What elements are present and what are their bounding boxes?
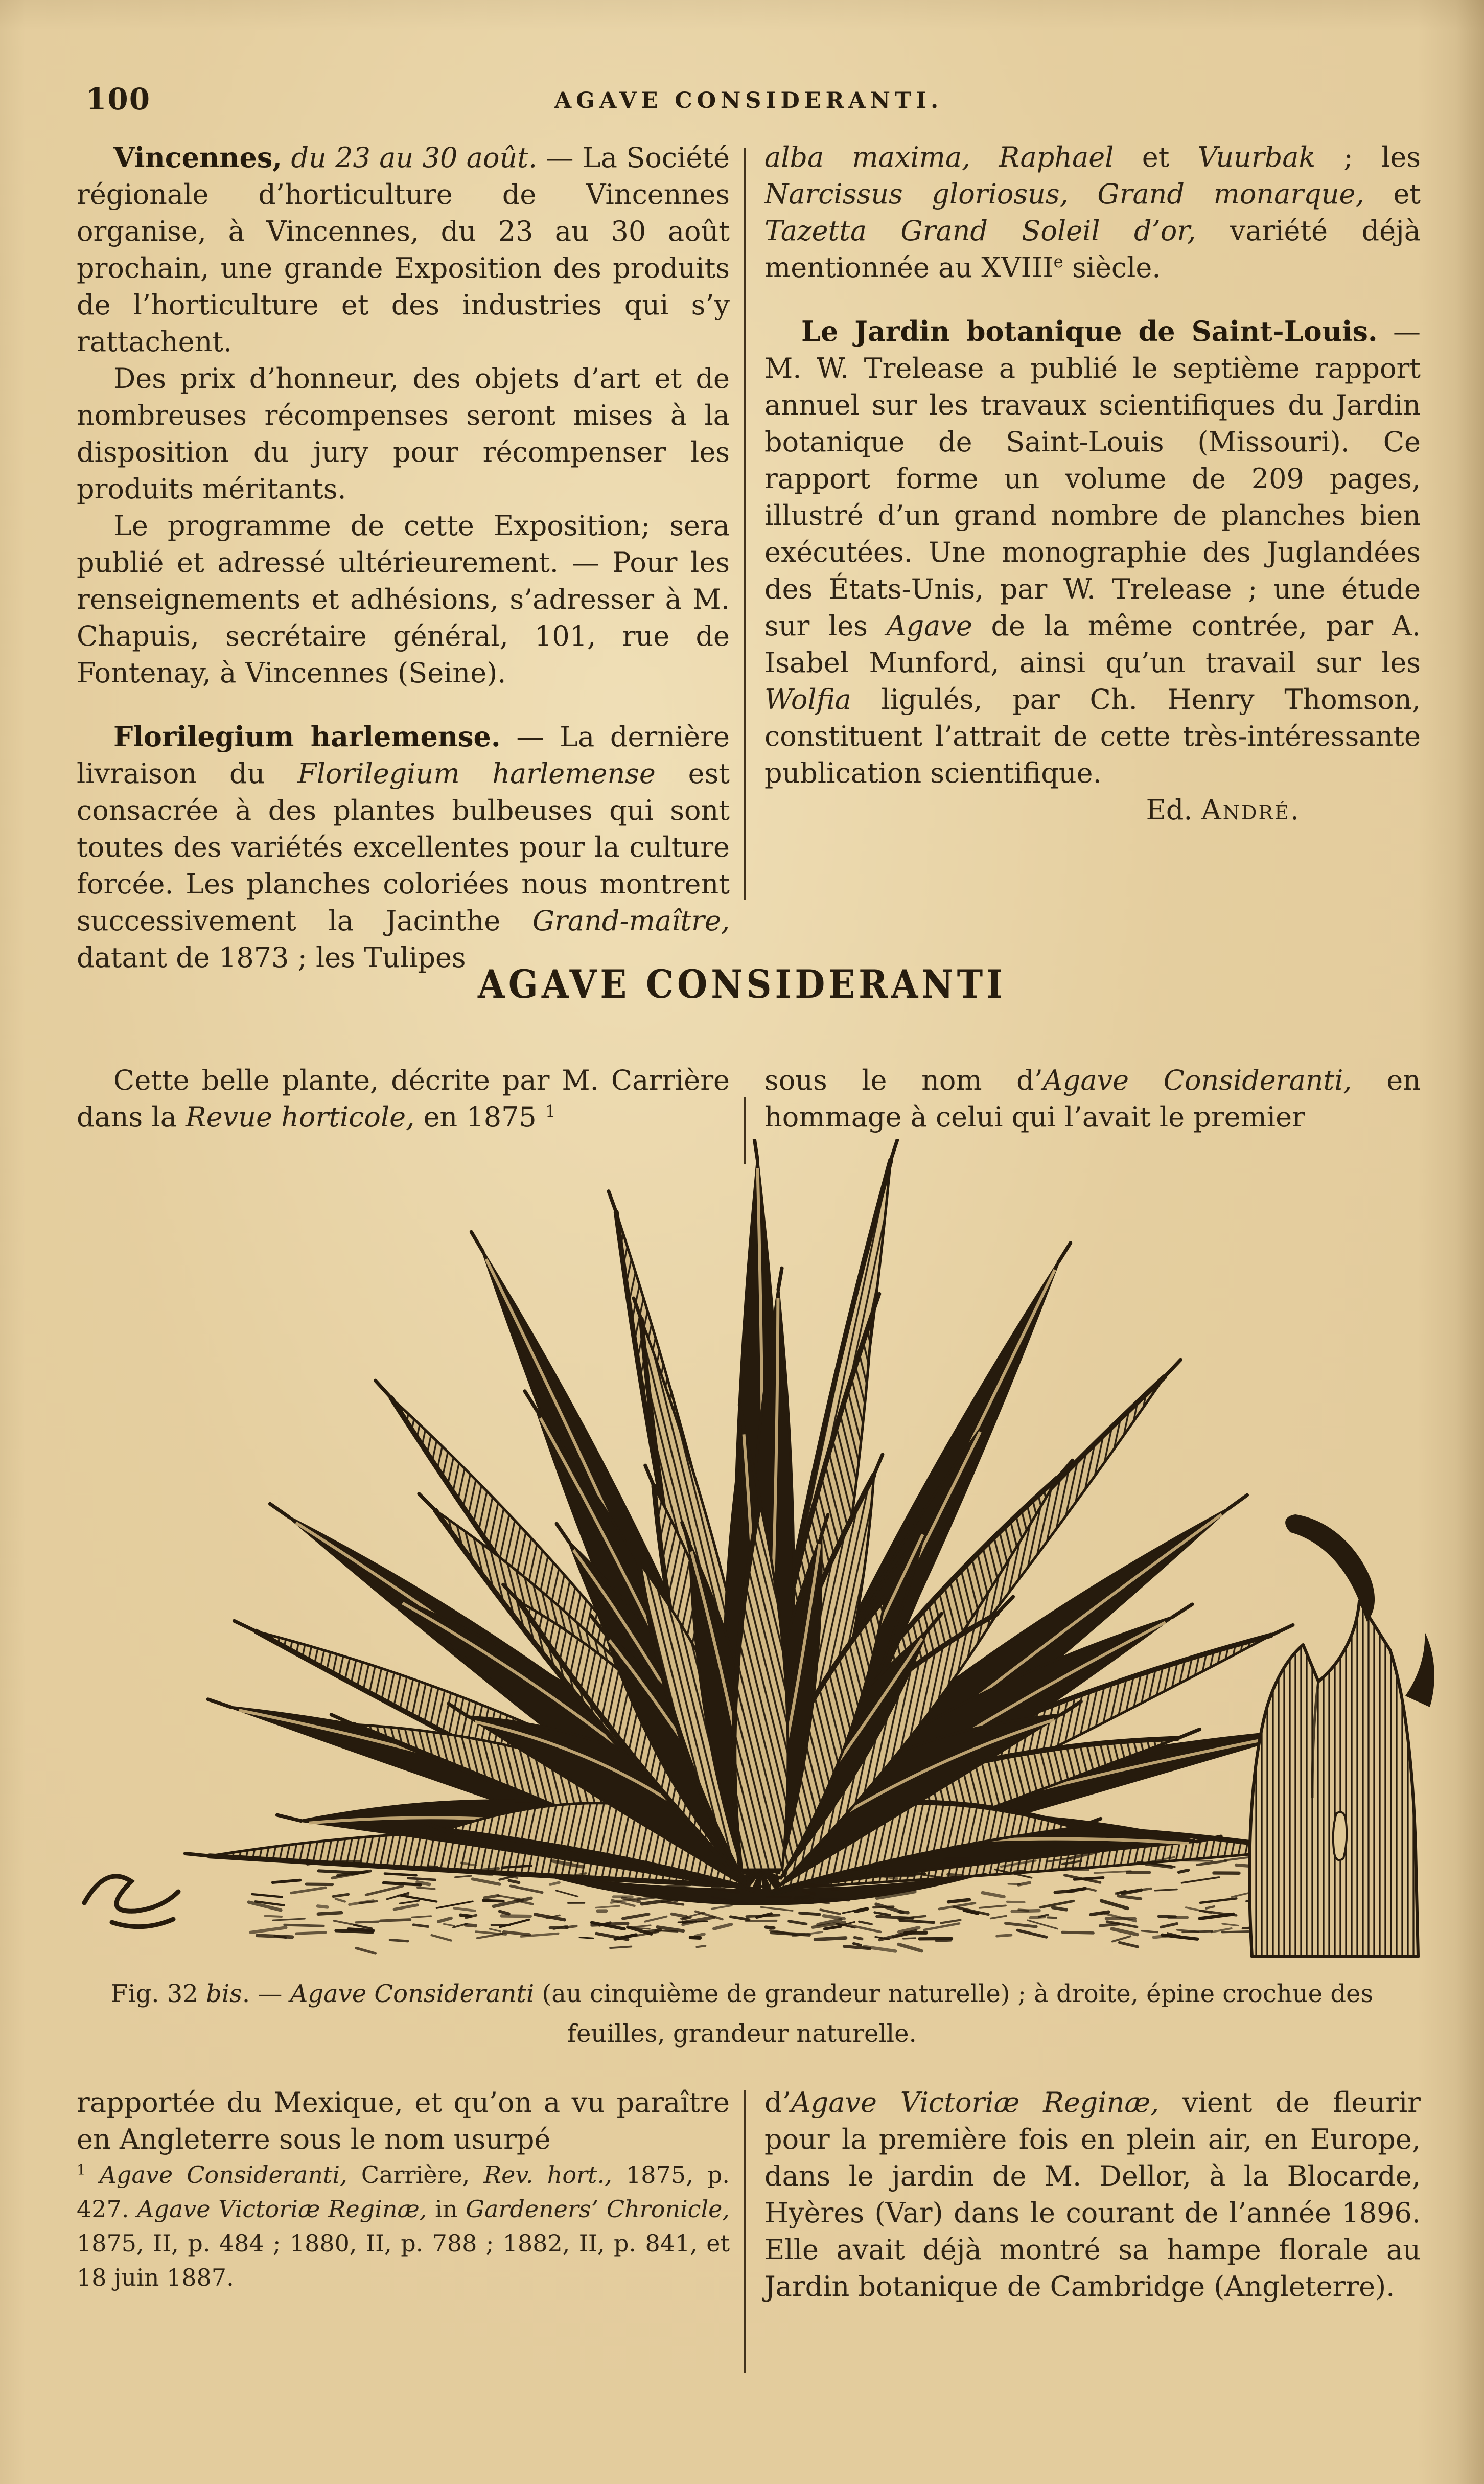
engraving-stroke: [418, 1888, 435, 1889]
engraving-stroke: [466, 1925, 475, 1926]
engraving-stroke: [645, 1930, 661, 1932]
engraving-stroke: [596, 1906, 619, 1907]
engraving-stroke: [1074, 1878, 1103, 1879]
engraving-stroke: [251, 1927, 286, 1932]
engraving-stroke: [980, 1905, 1006, 1907]
agave-engraving: [56, 1139, 1456, 1959]
engraving-stroke: [899, 1944, 921, 1951]
engraving-stroke: [1155, 1889, 1177, 1890]
engraving-stroke: [490, 1929, 501, 1931]
text-segment: datant de 1873 ; les Tulipes: [77, 941, 466, 974]
engraving-stroke: [983, 1893, 1004, 1897]
engraving-stroke: [500, 1920, 529, 1927]
text-segment: bis: [206, 1980, 242, 2008]
engraving-stroke: [356, 1922, 378, 1923]
engraving-stroke: [408, 1878, 435, 1880]
paragraph-prix: [77, 360, 730, 508]
engraving-stroke: [1224, 1857, 1250, 1860]
engraving-stroke: [615, 1935, 636, 1939]
engraving-stroke: [419, 1494, 435, 1511]
engraving-stroke: [1142, 1931, 1157, 1933]
engraving-stroke: [504, 1932, 529, 1935]
text-segment: Agave Victoriæ Reginæ,: [791, 2086, 1160, 2119]
engraving-stroke: [285, 1925, 324, 1926]
engraving-stroke: [1181, 1877, 1219, 1883]
engraving-stroke: [265, 1916, 282, 1917]
paragraph-rapportee: [77, 2084, 730, 2158]
engraving-stroke: [356, 1948, 375, 1953]
engraving-stroke: [900, 1920, 934, 1922]
column-bottom-left: [77, 2084, 730, 2295]
engraving-stroke: [336, 1899, 345, 1901]
text-segment: Florilegium harlemense.: [113, 720, 501, 753]
text-segment: — La dernière livraison du: [77, 721, 730, 790]
engraving-stroke: [366, 1886, 403, 1895]
engraving-stroke: [412, 1916, 431, 1917]
engraving-stroke: [1112, 1936, 1131, 1941]
engraving-stroke: [778, 1268, 782, 1290]
engraving-stroke: [318, 1906, 328, 1907]
text-segment: in: [427, 2195, 466, 2223]
engraving-stroke: [924, 1923, 959, 1930]
text-segment: en hommage à celui qui l’avait le premier: [764, 1064, 1421, 1133]
text-segment: sous le nom d’: [764, 1064, 1043, 1096]
engraving-stroke: [511, 1886, 542, 1893]
text-segment: Florilegium harlemense: [297, 757, 656, 790]
text-segment: Des prix d’honneur, des objets d’art et de nombreuses récompenses seront mises à la disposition du jury pour récompenser les produits méritants.: [77, 362, 730, 505]
engraving-stroke: [941, 1920, 961, 1923]
column-divider-bottom: [744, 2090, 746, 2373]
engraving-stroke: [1154, 1936, 1172, 1938]
column-top-left: [77, 139, 730, 976]
engraving-stroke: [1182, 1931, 1212, 1932]
text-segment: Wolfia: [764, 683, 851, 716]
engraving-stroke: [1200, 1898, 1236, 1903]
paragraph-intro-right: [764, 1062, 1421, 1136]
paragraph-intro-left: [77, 1062, 730, 1136]
text-segment: Le programme de cette Exposition; sera publié et adressé ultérieurement. — Pour les renseignements et adhésions, s’adresser à M. Chapuis, secrétaire général, 101, rue de Fontenay, à Vincennes (Seine).: [77, 510, 730, 689]
engraving-stroke: [1161, 1924, 1177, 1927]
engraving-stroke: [1100, 1924, 1119, 1925]
paragraph-jardin-saint-louis: [764, 313, 1421, 792]
engraving-stroke: [1014, 1871, 1025, 1872]
text-segment: est consacrée à des plantes bulbeuses qui sont toutes des variétés excellentes pour la culture forcée. Les planches coloriées nous montrent successivement la Jacinthe: [77, 757, 730, 937]
engraving-stroke: [500, 1911, 509, 1914]
text-segment: variété déjà mentionnée au XVIII: [764, 215, 1421, 284]
engraving-stroke: [455, 1876, 471, 1877]
text-segment: Fig. 32: [110, 1980, 206, 2008]
engraving-stroke: [1119, 1896, 1141, 1899]
figure-caption: [103, 1974, 1381, 2054]
engraving-stroke: [875, 1913, 890, 1915]
text-segment: Revue horticole,: [186, 1101, 415, 1133]
text-segment: Agave Victoriæ Reginæ,: [137, 2195, 427, 2223]
engraving-stroke: [821, 1910, 840, 1914]
column-bottom-right: [764, 2084, 1421, 2305]
engraving-stroke: [333, 1894, 349, 1896]
engraving-stroke: [1039, 1915, 1048, 1917]
engraving-stroke: [556, 1524, 570, 1543]
engraving-stroke: [484, 1896, 498, 1898]
engraving-stroke: [645, 1917, 666, 1922]
text-segment: Agave Consideranti: [290, 1980, 535, 2008]
engraving-stroke: [1172, 1604, 1192, 1617]
text-segment: d’: [764, 2086, 791, 2119]
text-segment: . —: [242, 1980, 290, 2008]
engraving-stroke: [376, 1381, 391, 1398]
text-segment: — La Société régionale d’horticulture de Vincennes organise, à Vincennes, du 23 au 30 août prochain, une grande Exposition des produits de l’horticulture et des industries qui s’y rattachent.: [77, 142, 730, 358]
text-segment: Agave: [886, 610, 972, 642]
engraving-stroke: [795, 1897, 809, 1898]
engraving-stroke: [824, 1916, 844, 1919]
engraving-stroke: [473, 1879, 500, 1884]
engraving-stroke: [428, 1866, 437, 1867]
engraving-stroke: [1058, 1243, 1071, 1262]
text-segment: Agave Consideranti,: [1042, 1064, 1352, 1096]
text-segment: Rev. hort.,: [483, 2161, 612, 2189]
engraving-stroke: [444, 1924, 455, 1926]
engraving-stroke: [1120, 1943, 1138, 1947]
engraving-stroke: [234, 1621, 256, 1631]
engraving-stroke: [509, 1880, 519, 1882]
text-segment: Grand-maître,: [532, 905, 730, 937]
text-segment: alba maxima, Raphael: [764, 141, 1114, 173]
engraving-stroke: [800, 1913, 820, 1915]
engraving-stroke: [874, 1455, 883, 1476]
engraving-stroke: [556, 1891, 577, 1897]
column-divider-top: [744, 148, 746, 900]
engraving-stroke: [277, 1815, 300, 1821]
engraving-stroke: [815, 1938, 846, 1940]
text-segment: vient de fleurir pour la première fois en plein air, en Europe, dans le jardin de M. Dellor, à la Blocarde, Hyères (Var) dans le courant de l’année 1896. Elle avait déjà montré sa hampe florale au Jardin botanique de Cambridge (Angleterre).: [764, 2086, 1421, 2303]
engraving-stroke: [333, 1861, 361, 1862]
text-segment: 1875, II, p. 484 ; 1880, II, p. 788 ; 1882, II, p. 841, et 18 juin 1887.: [77, 2229, 730, 2291]
paragraph-tulipes-suite: [764, 139, 1421, 286]
text-segment: et: [1364, 178, 1421, 210]
engraving-stroke: [903, 1938, 915, 1939]
text-segment: du 23 au 30 août.: [282, 142, 538, 174]
engraving-stroke: [1249, 1601, 1418, 1957]
engraving-stroke: [821, 1899, 849, 1900]
text-segment: Agave Consideranti,: [85, 2161, 347, 2189]
engraving-stroke: [937, 1940, 951, 1941]
engraving-stroke: [631, 1925, 651, 1927]
engraving-stroke: [991, 1916, 1006, 1918]
text-segment: (au cinquième de grandeur naturelle) ; à droite, épine crochue des feuilles, grandeur naturelle.: [534, 1980, 1374, 2048]
engraving-stroke: [1179, 1870, 1188, 1872]
engraving-stroke: [1006, 1923, 1036, 1927]
engraving-stroke: [1165, 1360, 1181, 1376]
engraving-stroke: [854, 1938, 862, 1939]
engraving-stroke: [550, 1882, 560, 1884]
engraving-stroke: [1333, 1812, 1347, 1860]
engraving-stroke: [697, 1946, 705, 1947]
footnote: [77, 2158, 730, 2295]
text-segment: ; les: [1315, 141, 1421, 173]
engraving-stroke: [609, 1191, 616, 1212]
text-segment: e: [1053, 252, 1063, 271]
engraving-stroke: [390, 1940, 408, 1941]
engraving-stroke: [270, 1504, 289, 1517]
engraving-stroke: [747, 1915, 779, 1917]
engraving-stroke: [712, 1905, 732, 1909]
text-segment: Tazetta Grand Soleil d’or,: [764, 215, 1196, 247]
text-segment: Narcissus gloriosus, Grand monarque,: [764, 178, 1364, 210]
engraving-stroke: [432, 1935, 451, 1941]
text-segment: ligulés, par Ch. Henry Thomson, constituent l’attrait de cette très-intéressante publication scientifique.: [764, 683, 1421, 789]
text-segment: Vuurbak: [1197, 141, 1316, 173]
engraving-stroke: [394, 1905, 418, 1910]
engraving-stroke: [1285, 1514, 1375, 1622]
running-title: AGAVE CONSIDERANTI.: [554, 88, 943, 113]
engraving-stroke: [1228, 1495, 1247, 1509]
engraving-stroke: [855, 1909, 867, 1912]
engraving-stroke: [761, 1907, 792, 1911]
engraving-stroke: [645, 1465, 654, 1486]
text-segment: — M. W. Trelease a publié le septième rapport annuel sur les travaux scientifiques du Jardin botanique de Saint-Louis (Missouri). Ce rapport forme un volume de 209 pages, illustré d’un grand nombre de planches bien exécutées. Une monographie des Juglandées des États-Unis, par W. Trelease ; une étude sur les: [764, 315, 1421, 642]
engraving-stroke: [252, 1894, 282, 1897]
engraving-stroke: [789, 1921, 806, 1924]
engraving-stroke: [664, 1884, 691, 1887]
engraving-stroke: [1158, 1916, 1175, 1917]
engraving-stroke: [273, 1919, 305, 1920]
engraving-stroke: [1206, 1906, 1214, 1908]
engraving-stroke: [1222, 1924, 1238, 1926]
engraving-stroke: [623, 1914, 649, 1919]
engraving-stroke: [208, 1699, 231, 1707]
engraving-stroke: [1040, 1901, 1073, 1907]
engraving-stroke: [454, 1908, 475, 1911]
engraving-stroke: [1112, 1929, 1137, 1935]
engraving-stroke: [349, 1929, 373, 1930]
engraving-stroke: [997, 1935, 1011, 1936]
text-segment: Gardeners’ Chronicle,: [466, 2195, 730, 2223]
engraving-stroke: [476, 1931, 506, 1934]
engraving-stroke: [381, 1920, 410, 1921]
text-segment: de la même contrée, par A. Isabel Munford, ainsi qu’un travail sur les: [764, 610, 1421, 679]
engraving-stroke: [1175, 1860, 1212, 1861]
text-segment: 1: [77, 2161, 86, 2178]
engraving-stroke: [891, 1139, 897, 1160]
engraving-stroke: [296, 1933, 326, 1934]
author-signature: [764, 792, 1421, 829]
text-segment: 1875, p. 427.: [77, 2161, 730, 2223]
text-segment: Cette belle plante, décrite par M. Carrière dans la: [77, 1064, 730, 1133]
engraving-stroke: [948, 1900, 969, 1902]
figure-agave: [56, 1139, 1456, 1959]
text-segment: Vincennes,: [113, 141, 283, 174]
engraving-stroke: [471, 1232, 483, 1252]
engraving-stroke: [384, 1883, 421, 1885]
paragraph-florilegium: [77, 718, 730, 976]
engraving-stroke: [273, 1880, 300, 1883]
engraving-stroke: [1048, 1917, 1056, 1918]
engraving-stroke: [849, 1925, 880, 1932]
engraving-stroke: [291, 1888, 326, 1893]
engraving-stroke: [672, 1914, 686, 1917]
engraving-stroke: [438, 1918, 451, 1922]
column-top-right: [764, 139, 1421, 829]
engraving-stroke: [1053, 1907, 1066, 1910]
engraving-stroke: [900, 1912, 908, 1913]
engraving-stroke: [566, 1926, 576, 1927]
paragraph-victoriae-reginae: [764, 2084, 1421, 2305]
article-title: AGAVE CONSIDERANTI: [478, 961, 1006, 1007]
engraving-stroke: [1094, 1871, 1131, 1873]
engraving-stroke: [579, 1938, 593, 1939]
text-segment: en 1875: [414, 1101, 545, 1133]
engraving-stroke: [754, 1139, 757, 1160]
engraving-stroke: [610, 1947, 631, 1948]
engraving-stroke: [859, 1922, 872, 1924]
engraving-stroke: [1101, 1901, 1127, 1908]
text-segment: 1: [545, 1101, 556, 1121]
engraving-stroke: [766, 1927, 774, 1928]
paragraph-vincennes: [77, 139, 730, 360]
engraving-stroke: [307, 1884, 333, 1885]
engraving-stroke: [400, 1901, 419, 1903]
engraving-stroke: [714, 1924, 731, 1929]
engraving-stroke: [1405, 1632, 1434, 1707]
engraving-stroke: [385, 1874, 416, 1875]
text-segment: Carrière,: [347, 2161, 484, 2189]
engraving-stroke: [1068, 1889, 1085, 1891]
engraving-stroke: [318, 1913, 341, 1914]
text-segment: Le Jardin botanique de Saint-Louis.: [801, 315, 1378, 348]
engraving-stroke: [948, 1874, 963, 1875]
engraving-stroke: [1222, 1931, 1248, 1932]
text-segment: André.: [1201, 794, 1301, 826]
text-segment: siècle.: [1063, 251, 1161, 284]
text-segment: et: [1114, 141, 1198, 173]
text-segment: Ed.: [1146, 794, 1201, 826]
paragraph-programme: [77, 508, 730, 692]
engraving-stroke: [185, 1853, 210, 1856]
engraving-stroke: [726, 1902, 736, 1903]
text-segment: rapportée du Mexique, et qu’on a vu paraître en Angleterre sous le nom usurpé: [77, 2086, 730, 2155]
column-intro-left: [77, 1062, 730, 1136]
engraving-stroke: [853, 1943, 861, 1945]
engraving-stroke: [413, 1925, 428, 1927]
page-number: 100: [86, 82, 151, 117]
column-intro-right: [764, 1062, 1421, 1136]
engraving-stroke: [1271, 1625, 1293, 1635]
engraving-stroke: [1017, 1930, 1046, 1937]
engraving-stroke: [695, 1934, 704, 1936]
engraving-stroke: [84, 1876, 178, 1927]
engraving-stroke: [1177, 1729, 1200, 1738]
